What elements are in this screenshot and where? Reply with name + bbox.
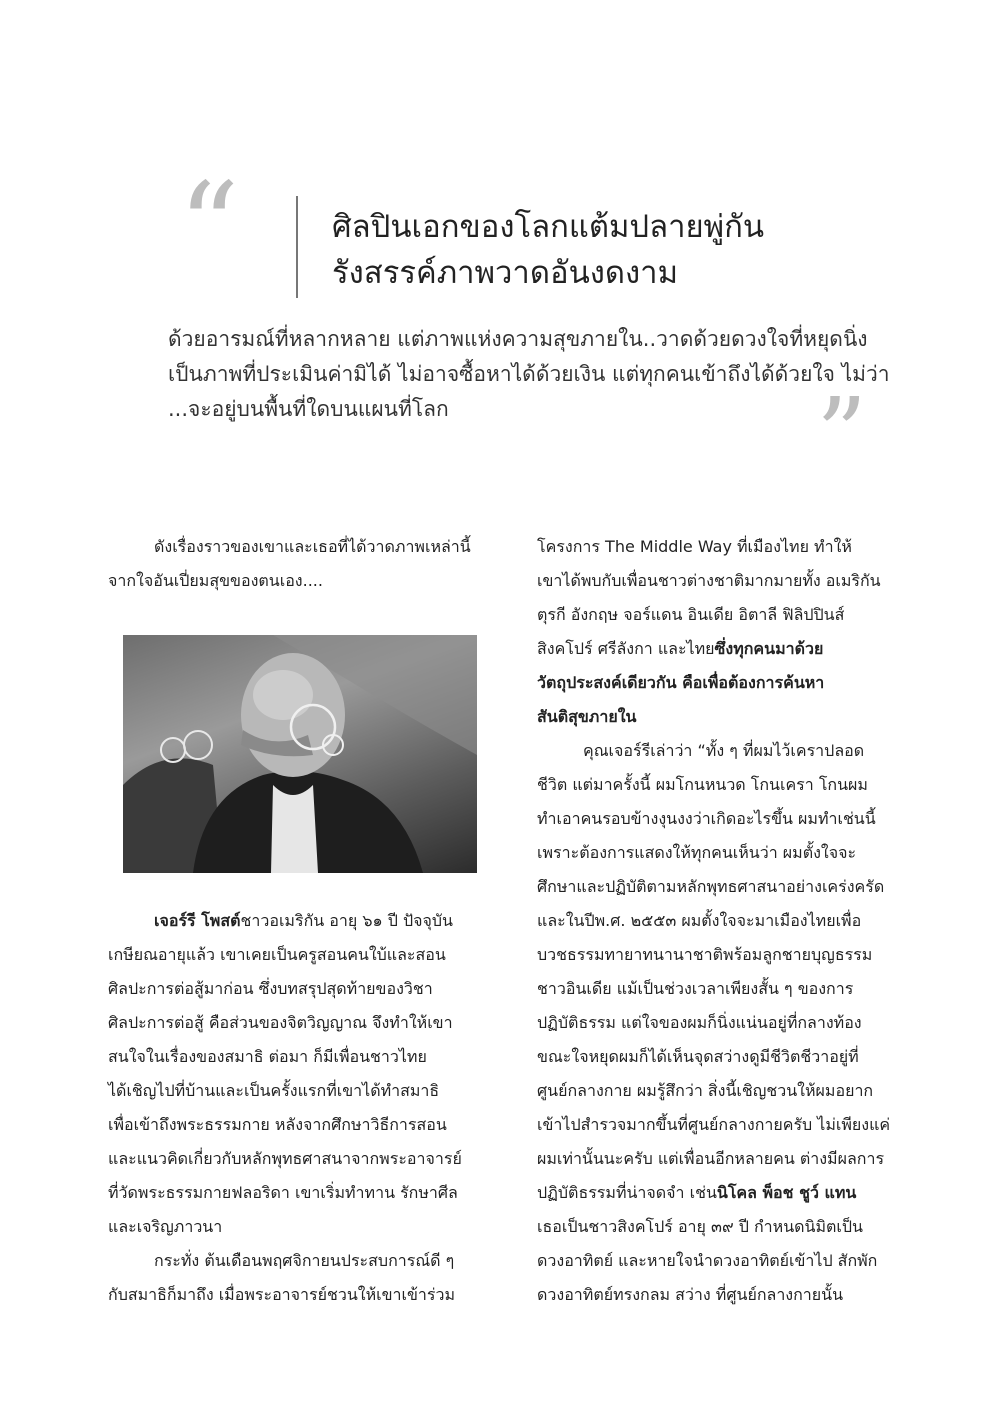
bold-name: เจอร์รี โพสต์ [154, 911, 241, 930]
text-run: สิงคโปร์ ศรีลังกา และไทย [537, 639, 715, 658]
text-run: ปฏิบัติธรรมที่น่าจดจำ เช่น [537, 1183, 717, 1202]
left-column-body [108, 904, 498, 1312]
bold-run: ซึ่งทุกคนมาด้วย [714, 639, 824, 658]
text-line [537, 632, 927, 666]
text-line: ทำเอาคนรอบข้างงุนงงว่าเกิดอะไรขึ้น ผมทำเช่นนี้ [537, 809, 876, 828]
text-line: สนใจในเรื่องของสมาธิ ต่อมา ก็มีเพื่อนชาวไทย [108, 1047, 427, 1066]
text-line: และเจริญภาวนา [108, 1217, 223, 1236]
text-line: เขาได้พบกับเพื่อนชาวต่างชาติมากมายทั้ง อเมริกัน [537, 571, 881, 590]
text-line: ดวงอาทิตย์ และหายใจนำดวงอาทิตย์เข้าไป สักพัก [537, 1251, 878, 1270]
text-line: เกษียณอายุแล้ว เขาเคยเป็นครูสอนคนใบ้และสอน [108, 945, 446, 964]
text-line: เธอเป็นชาวสิงคโปร์ อายุ ๓๙ ปี กำหนดนิมิตเป็น [537, 1217, 863, 1236]
text-run: ชาวอเมริกัน อายุ ๖๑ ปี ปัจจุบัน [240, 911, 453, 930]
text-line: ปฏิบัติธรรม แต่ใจของผมก็นิ่งแน่นอยู่ที่กลางท้อง [537, 1013, 862, 1032]
text-line: จากใจอันเปี่ยมสุขของตนเอง.... [108, 571, 323, 590]
text-line: ดังเรื่องราวของเขาและเธอที่ได้วาดภาพเหล่านี้ [154, 537, 471, 556]
text-line: กระทั่ง ต้นเดือนพฤศจิกายนประสบการณ์ดี ๆ [154, 1251, 455, 1270]
right-column [537, 530, 927, 1312]
bold-run: วัตถุประสงค์เดียวกัน คือเพื่อต้องการค้นหา [537, 673, 825, 692]
text-line: เพื่อเข้าถึงพระธรรมกาย หลังจากศึกษาวิธีการสอน [108, 1115, 447, 1134]
text-line: โครงการ The Middle Way ที่เมืองไทย ทำให้ [537, 537, 852, 556]
intro-paragraph [168, 322, 928, 427]
open-quote-mark: “ [178, 158, 240, 297]
text-line: บวชธรรมทายาทนานาชาติพร้อมลูกชายบุญธรรม [537, 945, 873, 964]
man-blowing-bubbles-photo [123, 635, 477, 873]
text-line: ศิลปะการต่อสู้มาก่อน ซึ่งบทสรุปสุดท้ายของวิชา [108, 979, 433, 998]
left-column-intro [108, 530, 498, 598]
text-line [537, 1176, 927, 1210]
bold-run: สันติสุขภายใน [537, 707, 637, 726]
text-line: และแนวคิดเกี่ยวกับหลักพุทธศาสนาจากพระอาจารย์ [108, 1149, 462, 1168]
text-line: ผมเท่านั้นนะครับ แต่เพื่อนอีกหลายคน ต่างมีผลการ [537, 1149, 885, 1168]
text-line: ศูนย์กลางกาย ผมรู้สึกว่า สิ่งนี้เชิญชวนให้ผมอยาก [537, 1081, 874, 1100]
text-line: เข้าไปสำรวจมากขึ้นที่ศูนย์กลางกายครับ ไม่เพียงแค่ [537, 1115, 891, 1134]
text-line: ชาวอินเดีย แม้เป็นช่วงเวลาเพียงสั้น ๆ ของการ [537, 979, 854, 998]
text-line: ได้เชิญไปที่บ้านและเป็นครั้งแรกที่เขาได้ทำสมาธิ [108, 1081, 440, 1100]
text-line [108, 904, 498, 938]
text-line: ที่วัดพระธรรมกายฟลอริดา เขาเริ่มทำทาน รักษาศีล [108, 1183, 458, 1202]
text-line: คุณเจอร์รีเล่าว่า “ทั้ง ๆ ที่ผมไว้เคราปลอด [583, 741, 865, 760]
text-line: ศิลปะการต่อสู้ คือส่วนของจิตวิญญาณ จึงทำให้เขา [108, 1013, 453, 1032]
intro-line: ...จะอยู่บนพื้นที่ใดบนแผนที่โลก [168, 397, 449, 421]
text-line: ดวงอาทิตย์ทรงกลม สว่าง ที่ศูนย์กลางกายนั้น [537, 1285, 844, 1304]
text-line: ศึกษาและปฏิบัติตามหลักพุทธศาสนาอย่างเคร่งครัด [537, 877, 885, 896]
text-line: ชีวิต แต่มาครั้งนี้ ผมโกนหนวด โกนเครา โกนผม [537, 775, 868, 794]
text-line [537, 700, 927, 734]
headline [332, 204, 932, 296]
divider-bar [296, 196, 298, 298]
intro-line: ด้วยอารมณ์ที่หลากหลาย แต่ภาพแห่งความสุขภายใน..วาดด้วยดวงใจที่หยุดนิ่ง [168, 327, 868, 351]
text-line: เพราะต้องการแสดงให้ทุกคนเห็นว่า ผมตั้งใจจะ [537, 843, 857, 862]
text-line: และในปีพ.ศ. ๒๕๕๓ ผมตั้งใจจะมาเมืองไทยเพื่อ [537, 911, 862, 930]
close-quote-mark: ” [816, 376, 868, 493]
headline-line: รังสรรค์ภาพวาดอันงดงาม [332, 255, 679, 291]
text-line: ขณะใจหยุดผมก็ได้เห็นจุดสว่างดูมีชีวิตชีวาอยู่ที่ [537, 1047, 859, 1066]
text-line [537, 666, 927, 700]
bold-run: นิโคล พ็อช ชูว์ แทน [716, 1183, 857, 1202]
text-line: ตุรกี อังกฤษ จอร์แดน อินเดีย อิตาลี ฟิลิปปินส์ [537, 605, 845, 624]
photo-illustration [123, 635, 477, 873]
headline-line: ศิลปินเอกของโลกแต้มปลายพู่กัน [332, 209, 765, 245]
text-line: กับสมาธิก็มาถึง เมื่อพระอาจารย์ชวนให้เขาเข้าร่วม [108, 1285, 456, 1304]
intro-line: เป็นภาพที่ประเมินค่ามิได้ ไม่อาจซื้อหาได้ด้วยเงิน แต่ทุกคนเข้าถึงได้ด้วยใจ ไม่ว่า [168, 362, 890, 386]
